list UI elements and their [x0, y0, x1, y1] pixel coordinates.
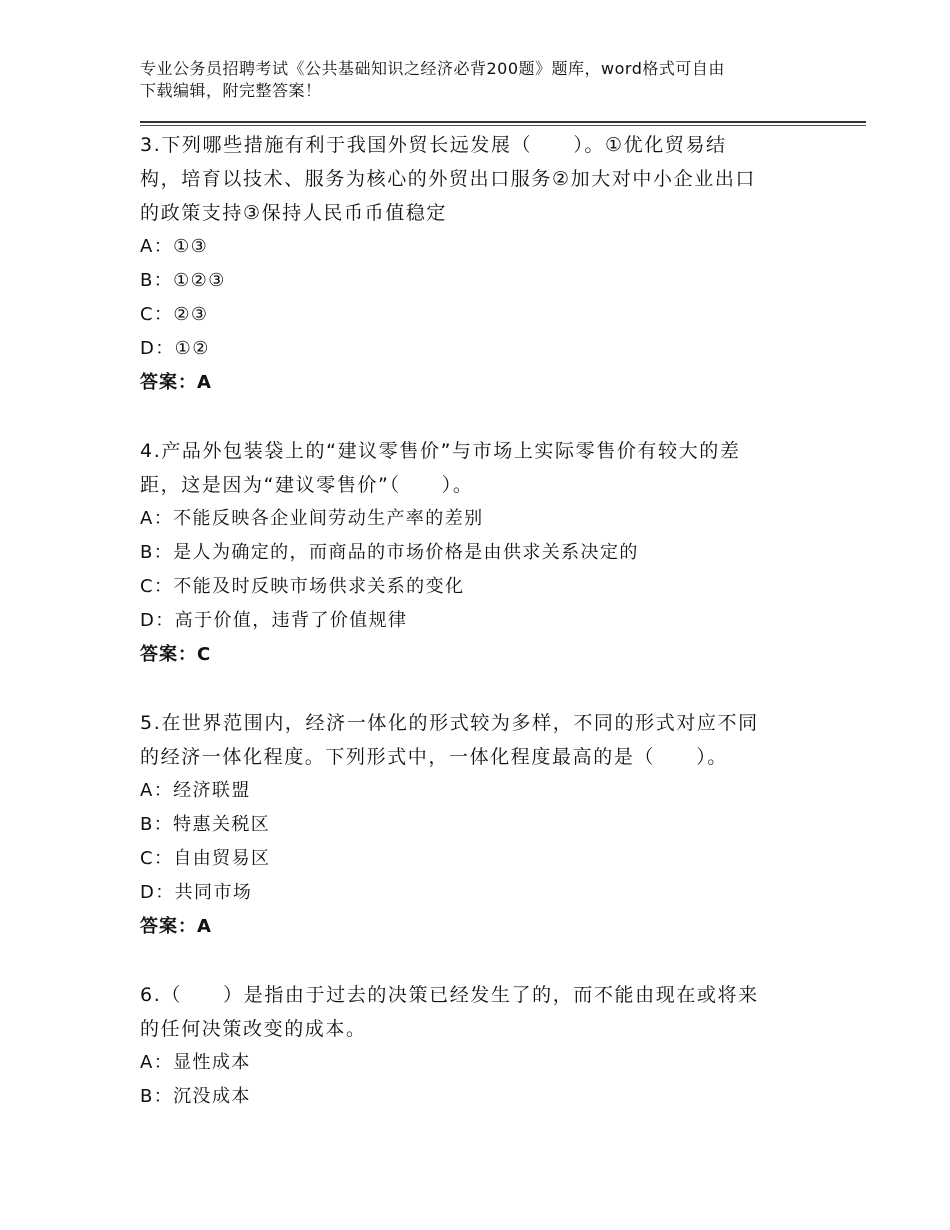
header-line-2: 下载编辑，附完整答案！	[140, 81, 322, 100]
option-c: C：不能及时反映市场供求关系的变化	[140, 576, 465, 597]
question-4	[140, 434, 800, 672]
question-stem-line: 6.（ ）是指由于过去的决策已经发生了的，而不能由现在或将来	[140, 984, 759, 1006]
answer: 答案：A	[140, 372, 212, 393]
option-a: A：显性成本	[140, 1052, 251, 1073]
question-list	[140, 128, 800, 1114]
option-c: C：②③	[140, 304, 209, 325]
answer: 答案：A	[140, 916, 212, 937]
option-a: A：①③	[140, 236, 209, 257]
option-b: B：沉没成本	[140, 1086, 251, 1107]
answer: 答案：C	[140, 644, 212, 665]
header-divider-thin	[140, 125, 866, 126]
question-stem-line: 4.产品外包装袋上的“建议零售价”与市场上实际零售价有较大的差	[140, 440, 741, 462]
option-a: A：不能反映各企业间劳动生产率的差别	[140, 508, 484, 529]
option-b: B：是人为确定的，而商品的市场价格是由供求关系决定的	[140, 542, 639, 563]
header-line-1: 专业公务员招聘考试《公共基础知识之经济必背200题》题库，word格式可自由	[140, 59, 725, 78]
option-b: B：①②③	[140, 270, 226, 291]
spacer	[140, 672, 800, 706]
question-stem-line: 3.下列哪些措施有利于我国外贸长远发展（ ）。①优化贸易结	[140, 134, 727, 156]
page-header	[140, 58, 820, 102]
spacer	[140, 400, 800, 434]
option-a: A：经济联盟	[140, 780, 251, 801]
question-stem-line: 距，这是因为“建议零售价”（ ）。	[140, 474, 474, 496]
option-b: B：特惠关税区	[140, 814, 271, 835]
option-d: D：高于价值，违背了价值规律	[140, 610, 408, 631]
option-d: D：共同市场	[140, 882, 253, 903]
question-stem-line: 的任何决策改变的成本。	[140, 1018, 367, 1040]
option-d: D：①②	[140, 338, 210, 359]
question-5	[140, 706, 800, 944]
option-c: C：自由贸易区	[140, 848, 271, 869]
question-6	[140, 978, 800, 1114]
question-stem-line: 的政策支持③保持人民币币值稳定	[140, 202, 448, 224]
question-stem-line: 的经济一体化程度。下列形式中，一体化程度最高的是（ ）。	[140, 746, 728, 768]
question-3	[140, 128, 800, 400]
question-stem-line: 5.在世界范围内，经济一体化的形式较为多样，不同的形式对应不同	[140, 712, 759, 734]
spacer	[140, 944, 800, 978]
question-stem-line: 构，培育以技术、服务为核心的外贸出口服务②加大对中小企业出口	[140, 168, 757, 190]
header-divider-thick	[140, 121, 866, 123]
